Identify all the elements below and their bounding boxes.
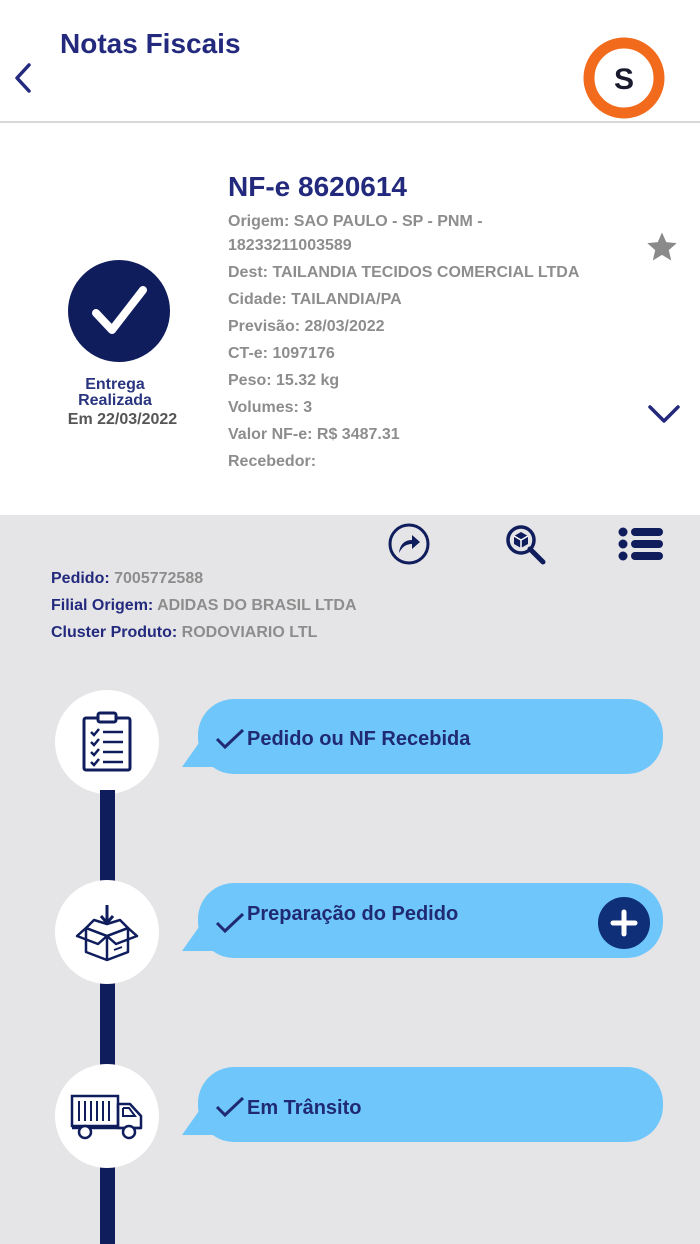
volumes-line: Volumes: 3 xyxy=(228,399,313,416)
chevron-down-icon[interactable] xyxy=(647,403,681,425)
list-menu-icon[interactable] xyxy=(618,527,664,561)
status-label: Entrega Realizada xyxy=(78,376,152,409)
dest-line: Dest: TAILANDIA TECIDOS COMERCIAL LTDA xyxy=(228,264,580,281)
check-icon xyxy=(215,728,245,750)
cidade-line: Cidade: TAILANDIA/PA xyxy=(228,291,402,308)
page-title: Notas Fiscais xyxy=(60,28,241,59)
status-date: Em 22/03/2022 xyxy=(67,411,178,428)
timeline-step-label: Em Trânsito xyxy=(247,1097,362,1119)
app-header xyxy=(0,0,700,123)
back-button[interactable] xyxy=(8,58,38,98)
nf-number: NF-e 8620614 xyxy=(228,171,408,202)
cluster-row: Cluster Produto: RODOVIARIO LTL xyxy=(51,624,318,641)
open-box-icon xyxy=(74,902,140,962)
order-meta xyxy=(51,565,357,646)
expand-step-button[interactable] xyxy=(598,897,650,949)
check-icon xyxy=(215,912,245,934)
cte-line: CT-e: 1097176 xyxy=(228,345,335,362)
truck-icon xyxy=(70,1092,144,1140)
brand-logo[interactable] xyxy=(583,37,665,119)
search-package-icon[interactable] xyxy=(503,522,547,566)
share-icon[interactable] xyxy=(387,522,431,566)
valor-line: Valor NF-e: R$ 3487.31 xyxy=(228,426,400,443)
checkmark-icon xyxy=(88,280,150,342)
nf-details xyxy=(228,210,588,477)
chevron-left-icon xyxy=(13,62,33,94)
clipboard-checklist-icon xyxy=(80,711,134,773)
plus-icon xyxy=(610,909,638,937)
recebedor-line: Recebedor: xyxy=(228,453,317,470)
nf-card xyxy=(0,123,700,515)
timeline-step-icon xyxy=(55,1064,159,1168)
timeline-step-label: Preparação do Pedido xyxy=(247,903,459,925)
timeline-step-label: Pedido ou NF Recebida xyxy=(247,728,471,750)
delivered-status-icon xyxy=(68,260,170,362)
logo-letter: S xyxy=(613,63,635,96)
peso-line: Peso: 15.32 kg xyxy=(228,372,340,389)
origem-line: Origem: SAO PAULO - SP - PNM - 18233211003589 xyxy=(228,213,483,254)
star-icon[interactable] xyxy=(644,230,680,264)
timeline-step-icon xyxy=(55,880,159,984)
timeline-line xyxy=(100,790,115,880)
filial-row: Filial Origem: ADIDAS DO BRASIL LTDA xyxy=(51,597,357,614)
pedido-row: Pedido: 7005772588 xyxy=(51,570,204,587)
timeline-step-icon xyxy=(55,690,159,794)
check-icon xyxy=(215,1096,245,1118)
previsao-line: Previsão: 28/03/2022 xyxy=(228,318,385,335)
